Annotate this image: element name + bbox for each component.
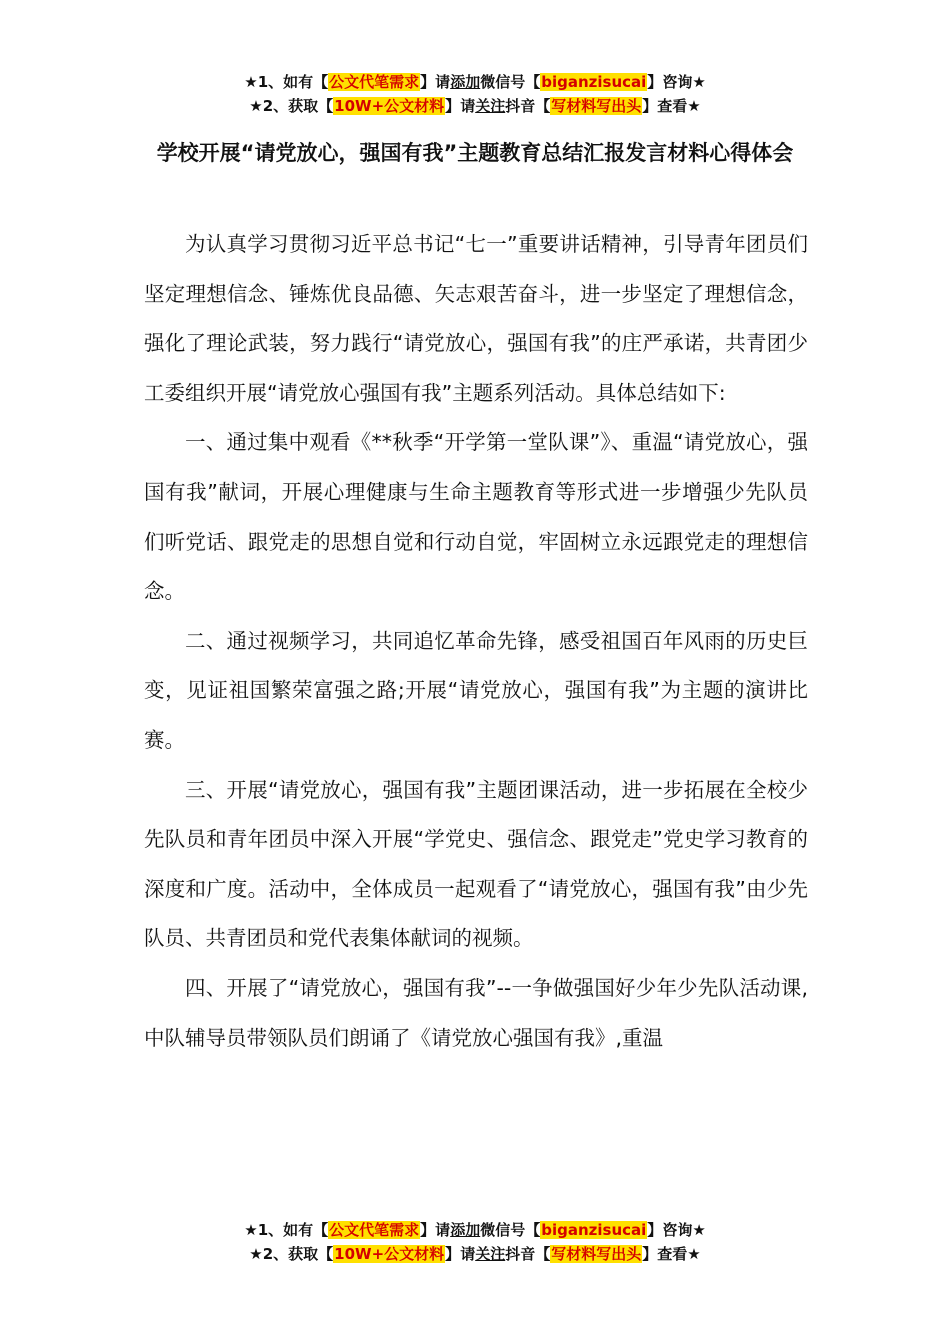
banner-line-2: ★2、获取【10W+公文材料】请关注抖音【写材料写出头】查看★ (249, 1245, 701, 1263)
banner-line-1: ★1、如有【公文代笔需求】请添加微信号【biganzisucai】咨询★ (244, 73, 706, 91)
paragraph-3: 三、开展“请党放心，强国有我”主题团课活动，进一步拓展在全校少先队员和青年团员中深入开展“学党史、强信念、跟党走”党史学习教育的深度和广度。活动中，全体成员一起观看了“请党放心，强国有我”由少先队员、共青团员和党代表集体献词的视频。 (144, 777, 808, 951)
highlight-douyin-id: 写材料写出头 (551, 97, 642, 115)
highlight-service: 公文代笔需求 (329, 73, 420, 91)
highlight-wechat-id: biganzisucai (541, 73, 647, 91)
highlight-service: 公文代笔需求 (329, 1221, 420, 1239)
banner-line-1: ★1、如有【公文代笔需求】请添加微信号【biganzisucai】咨询★ (244, 1221, 706, 1239)
paragraph-1: 一、通过集中观看《**秋季“开学第一堂队课”》、重温“请党放心，强国有我”献词，开展心理健康与生命主题教育等形式进一步增强少先队员们听党话、跟党走的思想自觉和行动自觉，牢固树立永远跟党走的理想信念。 (144, 430, 808, 604)
highlight-materials: 10W+公文材料 (334, 1245, 445, 1263)
footer-banner (0, 1218, 950, 1266)
document-body (144, 220, 808, 1063)
star-icon: ★ (244, 73, 258, 91)
paragraph-2: 二、通过视频学习，共同追忆革命先锋，感受祖国百年风雨的历史巨变，见证祖国繁荣富强之路;开展“请党放心，强国有我”为主题的演讲比赛。 (144, 628, 808, 752)
highlight-douyin-id: 写材料写出头 (551, 1245, 642, 1263)
document-title: 学校开展“请党放心，强国有我”主题教育总结汇报发言材料心得体会 (156, 141, 794, 165)
highlight-wechat-id: biganzisucai (541, 1221, 647, 1239)
header-banner (0, 70, 950, 118)
star-icon: ★ (249, 97, 263, 115)
banner-line-2: ★2、获取【10W+公文材料】请关注抖音【写材料写出头】查看★ (249, 97, 701, 115)
highlight-materials: 10W+公文材料 (334, 97, 445, 115)
paragraph-4: 四、开展了“请党放心，强国有我”--一争做强国好少年少先队活动课,中队辅导员带领队员们朗诵了《请党放心强国有我》,重温 (144, 975, 808, 1050)
paragraph-intro: 为认真学习贯彻习近平总书记“七一”重要讲话精神，引导青年团员们坚定理想信念、锤炼优良品德、矢志艰苦奋斗，进一步坚定了理想信念，强化了理论武装，努力践行“请党放心，强国有我”的庄严承诺，共青团少工委组织开展“请党放心强国有我”主题系列活动。具体总结如下: (144, 232, 808, 405)
star-icon: ★ (244, 1221, 258, 1239)
star-icon: ★ (249, 1245, 263, 1263)
